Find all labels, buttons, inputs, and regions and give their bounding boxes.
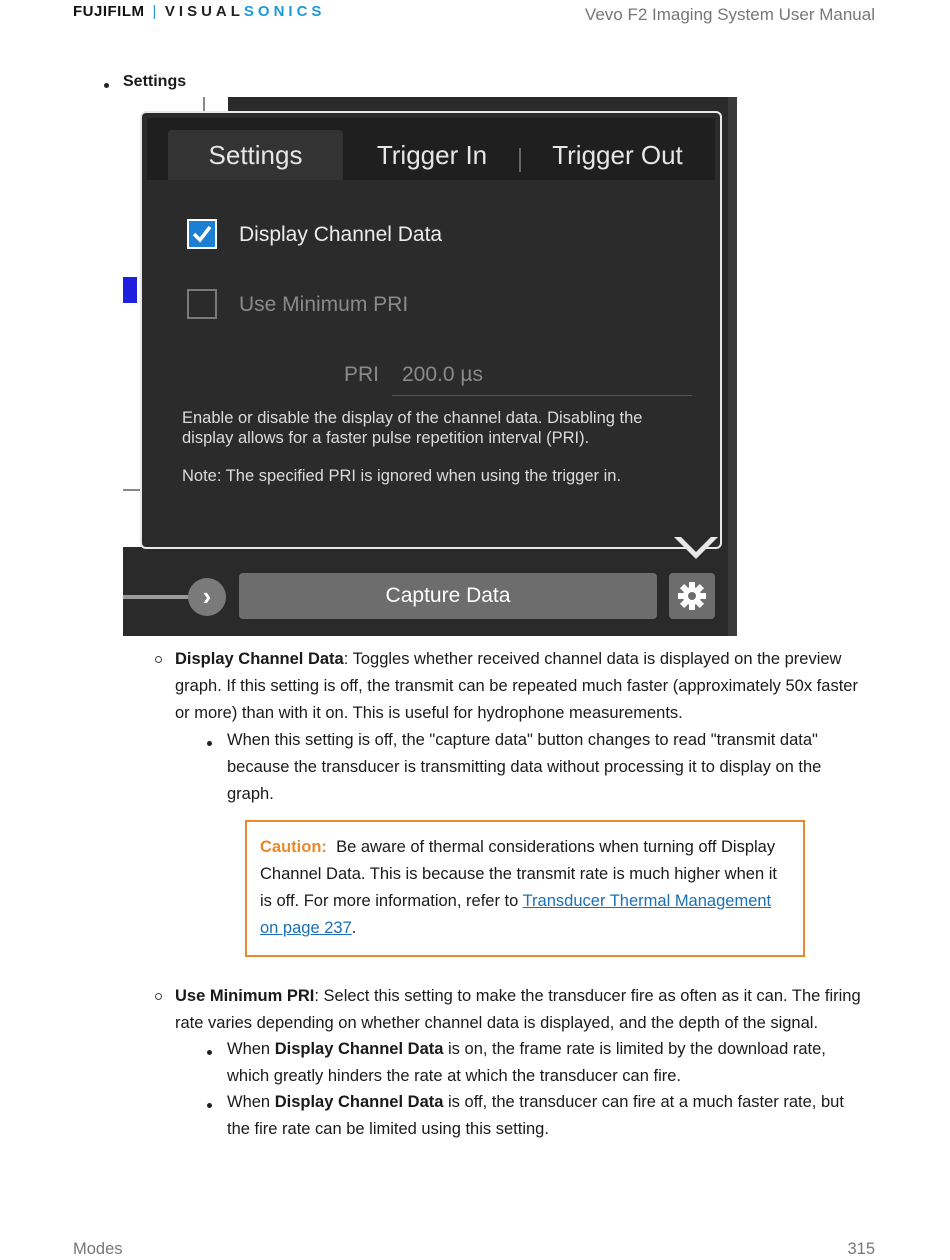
description-line: Enable or disable the display of the channel data. Disabling the bbox=[182, 409, 643, 427]
logo-visual: VISUAL bbox=[164, 3, 244, 20]
bullet-circle bbox=[155, 993, 162, 1000]
text-line bbox=[260, 834, 800, 861]
display-channel-subnote bbox=[227, 727, 887, 808]
bullet-circle bbox=[155, 656, 162, 663]
use-min-pri-subnote-2 bbox=[227, 1089, 887, 1143]
text-span: Be aware of thermal considerations when turning off Display bbox=[336, 838, 776, 856]
pri-input[interactable]: 200.0 µs bbox=[402, 363, 483, 386]
tab-settings[interactable]: Settings bbox=[168, 130, 343, 180]
text-span: is off, the transducer can fire at a much faster rate, but bbox=[448, 1093, 844, 1111]
logo-sonics: SONICS bbox=[243, 3, 326, 20]
text-line bbox=[175, 646, 895, 673]
panel-note: Note: The specified PRI is ignored when using the trigger in. bbox=[182, 467, 622, 485]
term-display-channel: Display Channel Data bbox=[175, 650, 344, 668]
text-line bbox=[175, 983, 895, 1010]
thermal-management-link[interactable]: Transducer Thermal Management bbox=[522, 892, 772, 910]
channel-signal bbox=[123, 277, 137, 303]
text-line bbox=[260, 888, 800, 915]
use-min-pri-subnote-1 bbox=[227, 1036, 887, 1090]
text-span: : Select this setting to make the transducer fire as often as it can. The firing bbox=[314, 987, 861, 1005]
term-display-channel: Display Channel Data bbox=[274, 1040, 444, 1058]
text-span: . bbox=[351, 919, 357, 937]
text-span: : Toggles whether received channel data is displayed on the preview bbox=[343, 650, 842, 668]
pri-input-underline bbox=[392, 395, 692, 396]
bullet-dot bbox=[104, 83, 109, 88]
bullet-dot bbox=[207, 1103, 212, 1108]
text-line: When this setting is off, the "capture data" button changes to read "transmit data" bbox=[227, 731, 818, 749]
text-line: the fire rate can be limited using this setting. bbox=[227, 1120, 549, 1138]
text-span: is on, the frame rate is limited by the download rate, bbox=[448, 1040, 826, 1058]
tab-trigger-in[interactable]: Trigger In bbox=[376, 140, 488, 170]
tab-trigger-out[interactable]: Trigger Out bbox=[552, 140, 683, 170]
slider-track bbox=[123, 595, 191, 599]
text-line: or more) than with it on. This is useful for hydrophone measurements. bbox=[175, 704, 683, 722]
text-line bbox=[227, 1036, 887, 1063]
use-min-pri-description bbox=[175, 983, 895, 1037]
settings-screenshot bbox=[123, 97, 737, 636]
description-line: display allows for a faster pulse repetition interval (PRI). bbox=[182, 429, 590, 447]
text-line bbox=[227, 1089, 887, 1116]
term-use-min-pri: Use Minimum PRI bbox=[175, 987, 315, 1005]
text-line: Channel Data. This is because the transmit rate is much higher when it bbox=[260, 865, 777, 883]
use-min-pri-checkbox[interactable] bbox=[187, 289, 217, 319]
settings-popover bbox=[140, 111, 722, 549]
graph-tick bbox=[123, 489, 141, 491]
graph-tick bbox=[203, 97, 205, 111]
logo-fujifilm: FUJIFILM bbox=[73, 3, 145, 20]
settings-gear-button[interactable] bbox=[669, 573, 715, 619]
footer-section: Modes bbox=[73, 1240, 123, 1258]
popover-pointer-fill bbox=[677, 533, 715, 552]
text-line: rate varies depending on whether channel data is displayed, and the depth of the signal. bbox=[175, 1014, 819, 1032]
panel-description bbox=[182, 408, 712, 448]
caution-box bbox=[245, 820, 805, 957]
chevron-right-icon[interactable]: › bbox=[188, 578, 226, 616]
text-line: which greatly hinders the rate at which the transducer can fire. bbox=[227, 1067, 681, 1085]
bullet-dot bbox=[207, 741, 212, 746]
use-min-pri-label: Use Minimum PRI bbox=[239, 293, 409, 316]
tab-separator bbox=[519, 148, 521, 172]
brand-logo bbox=[73, 3, 325, 20]
term-display-channel: Display Channel Data bbox=[274, 1093, 444, 1111]
text-line: graph. If this setting is off, the transmit can be repeated much faster (approximately 50x faster bbox=[175, 677, 858, 695]
text-line: because the transducer is transmitting data without processing it to display on the bbox=[227, 758, 822, 776]
text-span: When bbox=[227, 1040, 271, 1058]
display-channel-description bbox=[175, 646, 895, 727]
text-line: graph. bbox=[227, 785, 274, 803]
caution-text bbox=[260, 834, 800, 942]
page-number: 315 bbox=[847, 1240, 875, 1258]
pri-label: PRI bbox=[344, 363, 380, 386]
text-span: is off. For more information, refer to bbox=[260, 892, 519, 910]
display-channel-checkbox[interactable] bbox=[187, 219, 217, 249]
panel-edge bbox=[728, 97, 737, 636]
text-span: When bbox=[227, 1093, 271, 1111]
caution-label: Caution: bbox=[260, 838, 327, 856]
section-heading: Settings bbox=[123, 73, 187, 90]
logo-divider: | bbox=[152, 3, 157, 20]
gear-icon bbox=[669, 573, 715, 619]
manual-title: Vevo F2 Imaging System User Manual bbox=[584, 5, 875, 24]
capture-data-button[interactable]: Capture Data bbox=[239, 573, 657, 619]
page-237-link[interactable]: on page 237 bbox=[260, 919, 352, 937]
text-line bbox=[260, 915, 800, 942]
bullet-dot bbox=[207, 1050, 212, 1055]
display-channel-label: Display Channel Data bbox=[239, 223, 443, 246]
tab-bar bbox=[147, 118, 715, 180]
checkmark-icon bbox=[189, 221, 215, 247]
